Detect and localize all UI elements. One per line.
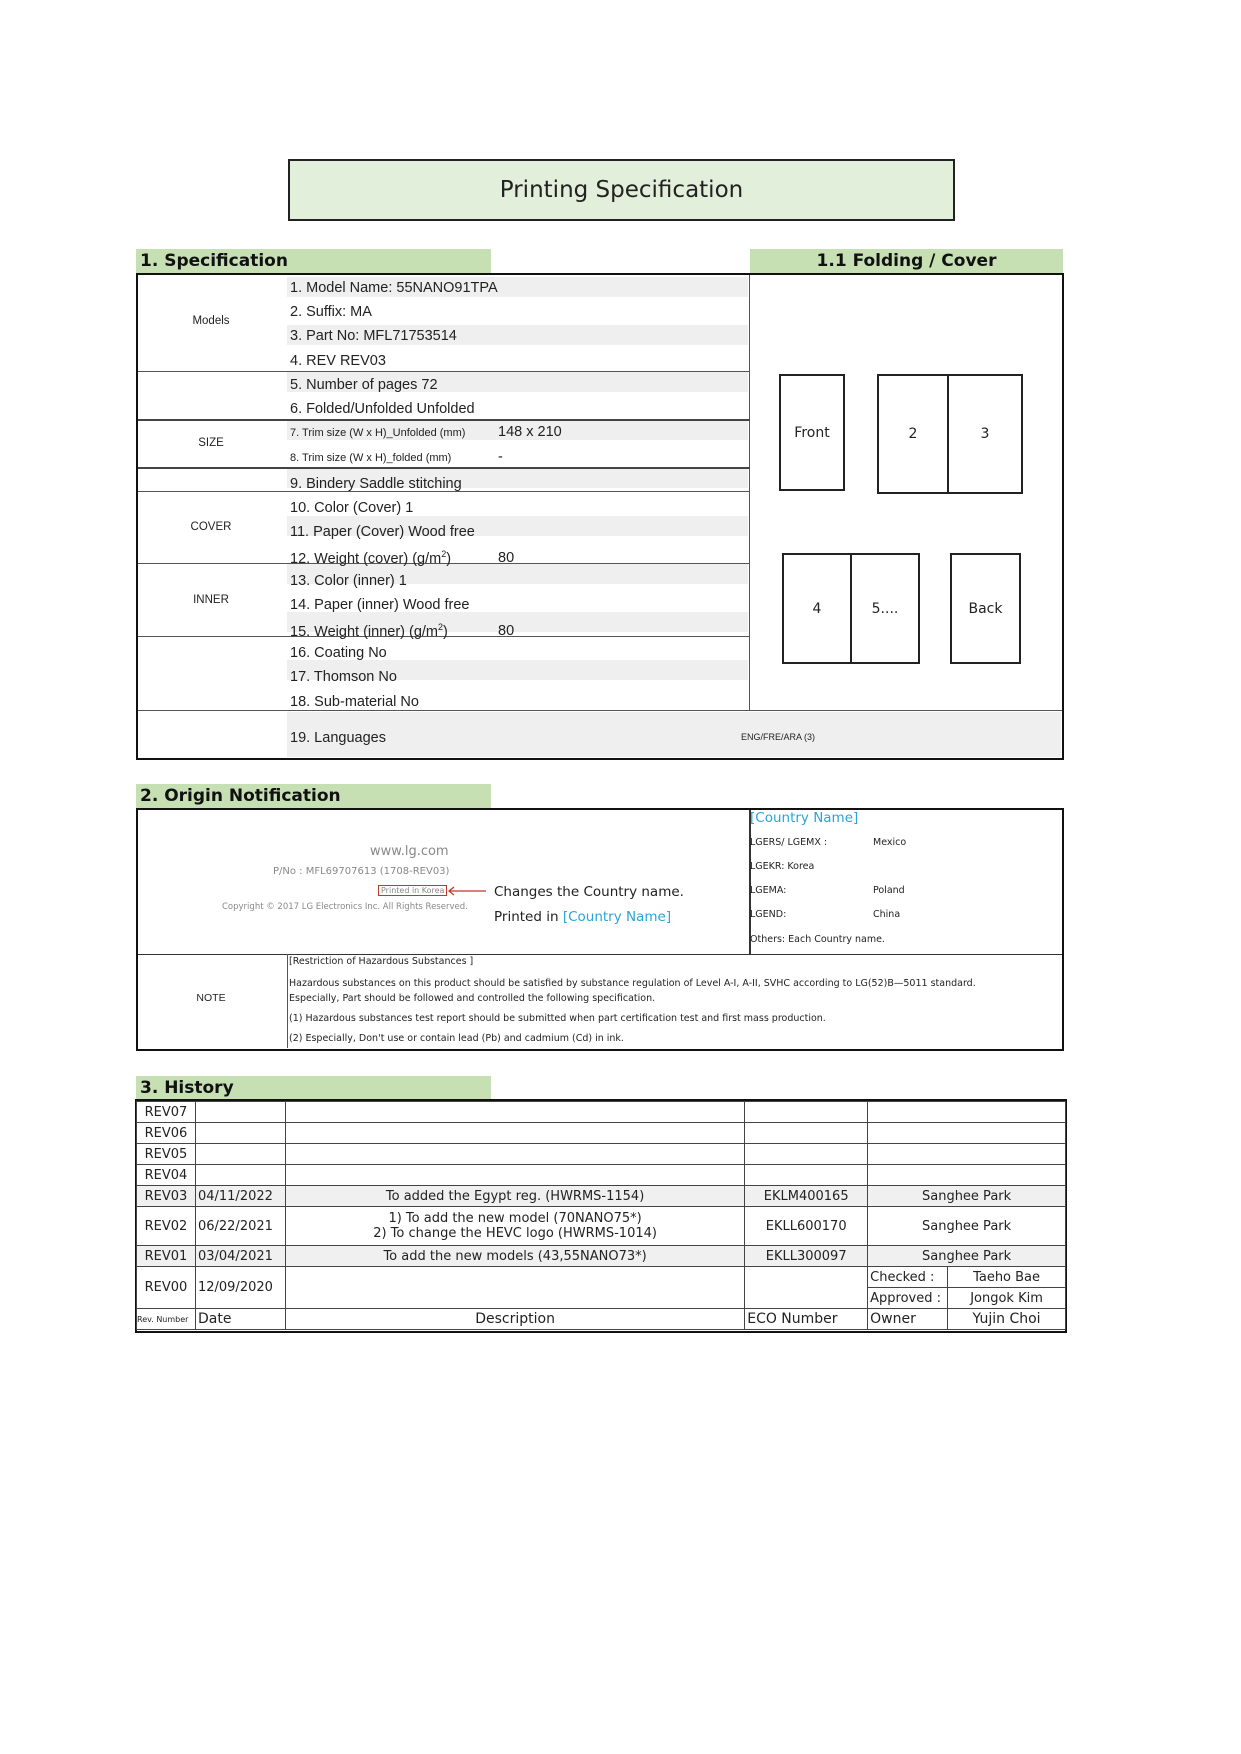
spec-row: 9. Bindery Saddle stitching bbox=[290, 476, 462, 492]
languages-value: ENG/FRE/ARA (3) bbox=[741, 732, 816, 742]
table-footer-row bbox=[137, 1309, 1066, 1330]
spec-row: 7. Trim size (W x H)_Unfolded (mm) bbox=[290, 427, 466, 439]
note-line: [Restriction of Hazardous Substances ] bbox=[289, 956, 474, 967]
category-cover: COVER bbox=[190, 521, 232, 533]
desc-cell: 1) To add the new model (70NANO75*) 2) To change the HEVC logo (HWRMS-1014) bbox=[285, 1207, 744, 1246]
date-cell: 06/22/2021 bbox=[195, 1207, 285, 1246]
eco-number-label: ECO Number bbox=[745, 1309, 868, 1330]
rev-cell: REV01 bbox=[137, 1246, 196, 1267]
owner-label: Owner bbox=[868, 1309, 948, 1330]
date-cell: 04/11/2022 bbox=[195, 1186, 285, 1207]
note-line: (1) Hazardous substances test report should be submitted when part certification test and first mass production. bbox=[289, 1013, 826, 1024]
approved-name: Jongok Kim bbox=[948, 1288, 1066, 1309]
fold-panel-5: 5.... bbox=[850, 553, 920, 664]
spec-row: 11. Paper (Cover) Wood free bbox=[290, 524, 475, 540]
note-line: Hazardous substances on this product should be satisfied by substance regulation of Level A-I, A-II, SVHC according to LG(52)B—5011 standard. bbox=[289, 978, 976, 989]
spec-frame bbox=[136, 273, 1064, 760]
spec-row: 5. Number of pages 72 bbox=[290, 377, 438, 393]
fold-panel-2: 2 bbox=[877, 374, 949, 494]
others-note: Others: Each Country name. bbox=[750, 934, 885, 945]
table-row bbox=[137, 1102, 1066, 1123]
table-row bbox=[137, 1246, 1066, 1267]
page-title: Printing Specification bbox=[288, 159, 955, 221]
sticker-url: www.lg.com bbox=[370, 844, 449, 859]
spec-row: 15. Weight (inner) $(g/m^2)$ bbox=[290, 622, 448, 640]
country-code: LGEND: bbox=[750, 909, 787, 920]
country-name: Mexico bbox=[873, 837, 907, 848]
desc-cell: To add the new models (43,55NANO73*) bbox=[285, 1246, 744, 1267]
rev-cell: REV07 bbox=[137, 1102, 196, 1123]
category-models: Models bbox=[192, 315, 230, 327]
checked-name: Taeho Bae bbox=[948, 1267, 1066, 1288]
note-line: Especially, Part should be followed and controlled the following specification. bbox=[289, 993, 656, 1004]
sticker-printed-in: Printed in Korea bbox=[378, 885, 447, 896]
eco-cell: EKLL300097 bbox=[745, 1246, 868, 1267]
table-row bbox=[137, 1144, 1066, 1165]
country-code: LGERS/ LGEMX : bbox=[750, 837, 828, 848]
origin-heading: 2. Origin Notification bbox=[136, 784, 491, 808]
country-code: LGEMA: bbox=[750, 885, 787, 896]
owner-name: Yujin Choi bbox=[948, 1309, 1066, 1330]
note-label: NOTE bbox=[196, 992, 226, 1004]
country-code: LGEKR: Korea bbox=[750, 861, 815, 872]
fold-panel-front: Front bbox=[779, 374, 845, 491]
fold-panel-back: Back bbox=[950, 553, 1021, 664]
spec-heading: 1. Specification bbox=[136, 249, 491, 273]
category-size: SIZE bbox=[198, 437, 224, 449]
date-cell: 03/04/2021 bbox=[195, 1246, 285, 1267]
rev-cell: REV04 bbox=[137, 1165, 196, 1186]
sticker-part-no: P/No : MFL69707613 (1708-REV03) bbox=[273, 866, 450, 877]
table-row bbox=[137, 1186, 1066, 1207]
history-heading: 3. History bbox=[136, 1076, 491, 1100]
weight-cover-value: 80 bbox=[498, 550, 515, 566]
table-row bbox=[137, 1123, 1066, 1144]
spec-row: 10. Color (Cover) 1 bbox=[290, 500, 414, 516]
rev-cell: REV06 bbox=[137, 1123, 196, 1144]
rev-cell: REV05 bbox=[137, 1144, 196, 1165]
spec-row: 13. Color (inner) 1 bbox=[290, 573, 407, 589]
printed-in-note: Printed in [Country Name] bbox=[494, 909, 672, 925]
trim-unfolded-value: 148 x 210 bbox=[498, 424, 562, 440]
sticker-copyright: Copyright © 2017 LG Electronics Inc. All Rights Reserved. bbox=[222, 902, 468, 912]
country-name: Poland bbox=[873, 885, 905, 896]
spec-row: 1. Model Name: 55NANO91TPA bbox=[290, 280, 498, 296]
category-inner: INNER bbox=[193, 594, 229, 606]
fold-panel-3: 3 bbox=[947, 374, 1023, 494]
rev-number-label: Rev. Number bbox=[137, 1309, 196, 1330]
history-table bbox=[136, 1101, 1066, 1330]
spec-row: 6. Folded/Unfolded Unfolded bbox=[290, 401, 475, 417]
change-note: Changes the Country name. bbox=[494, 884, 684, 900]
spec-row: 4. REV REV03 bbox=[290, 353, 386, 369]
weight-inner-value: 80 bbox=[498, 623, 515, 639]
approved-label: Approved : bbox=[868, 1288, 948, 1309]
arrow-icon bbox=[446, 885, 486, 897]
owner-cell: Sanghee Park bbox=[868, 1207, 1066, 1246]
note-line: (2) Especially, Don't use or contain lead (Pb) and cadmium (Cd) in ink. bbox=[289, 1033, 624, 1044]
country-heading: [Country Name] bbox=[750, 810, 859, 826]
spec-row: 17. Thomson No bbox=[290, 669, 397, 685]
spec-row: 18. Sub-material No bbox=[290, 694, 419, 710]
checked-label: Checked : bbox=[868, 1267, 948, 1288]
table-row bbox=[137, 1267, 1066, 1288]
date-cell: 12/09/2020 bbox=[195, 1267, 285, 1309]
folding-heading: 1.1 Folding / Cover bbox=[750, 249, 1063, 273]
rev-cell: REV02 bbox=[137, 1207, 196, 1246]
eco-cell: EKLL600170 bbox=[745, 1207, 868, 1246]
trim-folded-value: - bbox=[498, 449, 503, 465]
table-row bbox=[137, 1165, 1066, 1186]
spec-row: 3. Part No: MFL71753514 bbox=[290, 328, 457, 344]
eco-cell: EKLM400165 bbox=[745, 1186, 868, 1207]
owner-cell: Sanghee Park bbox=[868, 1246, 1066, 1267]
description-label: Description bbox=[285, 1309, 744, 1330]
spec-row: 2. Suffix: MA bbox=[290, 304, 372, 320]
spec-row: 16. Coating No bbox=[290, 645, 387, 661]
country-name: China bbox=[873, 909, 901, 920]
table-row bbox=[137, 1207, 1066, 1246]
spec-row: 14. Paper (inner) Wood free bbox=[290, 597, 470, 613]
owner-cell: Sanghee Park bbox=[868, 1186, 1066, 1207]
rev-cell: REV00 bbox=[137, 1267, 196, 1309]
date-label: Date bbox=[195, 1309, 285, 1330]
spec-row: 8. Trim size (W x H)_folded (mm) bbox=[290, 452, 452, 464]
fold-panel-4: 4 bbox=[782, 553, 852, 664]
rev-cell: REV03 bbox=[137, 1186, 196, 1207]
desc-cell: To added the Egypt reg. (HWRMS-1154) bbox=[285, 1186, 744, 1207]
spec-row: 19. Languages bbox=[290, 730, 386, 746]
spec-row: 12. Weight (cover) $(g/m^2)$ bbox=[290, 549, 452, 567]
